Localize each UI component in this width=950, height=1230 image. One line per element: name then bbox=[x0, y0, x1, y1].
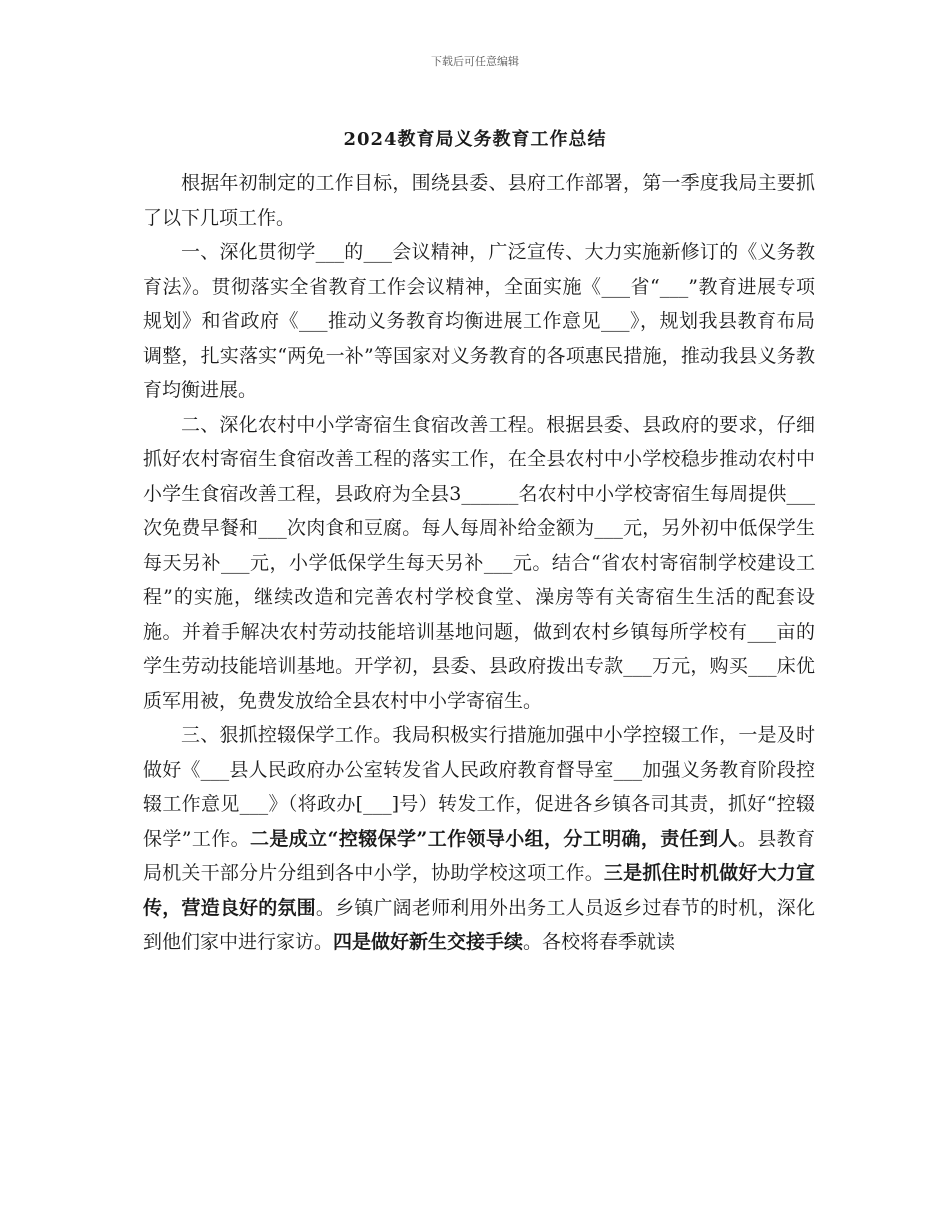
section-3-text-2: 。县教育局机关干部分片分组到各中小学，协助学校这项工作。 bbox=[143, 827, 815, 884]
paragraph-section-1: 一、深化贯彻学___的___会议精神，广泛宣传、大力实施新修订的《义务教育法》。贯彻落实全省教育工作会议精神，全面实施《___省“___”教育进展专项规划》和省政府《___推动义务教育均衡进展工作意见___》，规划我县教育布局调整，扎实落实“两免一补”等国家对义务教育的各项惠民措施，推动我县义务教育均衡进展。 bbox=[143, 241, 815, 401]
paragraph-intro: 根据年初制定的工作目标，围绕县委、县府工作部署，第一季度我局主要抓了以下几项工作。 bbox=[143, 172, 815, 229]
section-3-bold-point-4: 四是做好新生交接手续 bbox=[333, 931, 524, 953]
document-title: 2024教育局义务教育工作总结 bbox=[343, 129, 607, 150]
section-3-text-3: 。乡镇广阔老师利用外出务工人员返乡过春节的时机，深化到他们家中进行家访。 bbox=[143, 896, 815, 953]
section-3-text-1: 三、狠抓控辍保学工作。我局积极实行措施加强中小学控辍工作，一是及时做好《___县人民政府办公室转发省人民政府教育督导室___加强义务教育阶段控辍工作意见___》（将政办[___]号）转发工作，促进各乡镇各司其责，抓好“控辍保学”工作。 bbox=[143, 724, 815, 850]
page-header-note: 下载后可任意编辑 bbox=[431, 55, 519, 68]
paragraph-section-3 bbox=[143, 718, 815, 960]
document-body bbox=[143, 166, 815, 960]
section-3-bold-point-3: 三是抓住时机做好大力宣传，营造良好的氛围 bbox=[143, 862, 815, 919]
paragraph-section-2: 二、深化农村中小学寄宿生食宿改善工程。根据县委、县政府的要求，仔细抓好农村寄宿生食宿改善工程的落实工作，在全县农村中小学校稳步推动农村中小学生食宿改善工程，县政府为全县3______名农村中小学校寄宿生每周提供___次免费早餐和___次肉食和豆腐。每人每周补给金额为___元，另外初中低保学生每天另补___元，小学低保学生每天另补___元。结合“省农村寄宿制学校建设工程”的实施，继续改造和完善农村学校食堂、澡房等有关寄宿生生活的配套设施。并着手解决农村劳动技能培训基地问题，做到农村乡镇每所学校有___亩的学生劳动技能培训基地。开学初，县委、县政府拨出专款___万元，购买___床优质军用被，免费发放给全县农村中小学寄宿生。 bbox=[143, 413, 815, 712]
section-3-text-4: 。各校将春季就读 bbox=[523, 931, 676, 953]
section-3-bold-point-2: 二是成立“控辍保学”工作领导小组，分工明确，责任到人 bbox=[250, 827, 738, 850]
